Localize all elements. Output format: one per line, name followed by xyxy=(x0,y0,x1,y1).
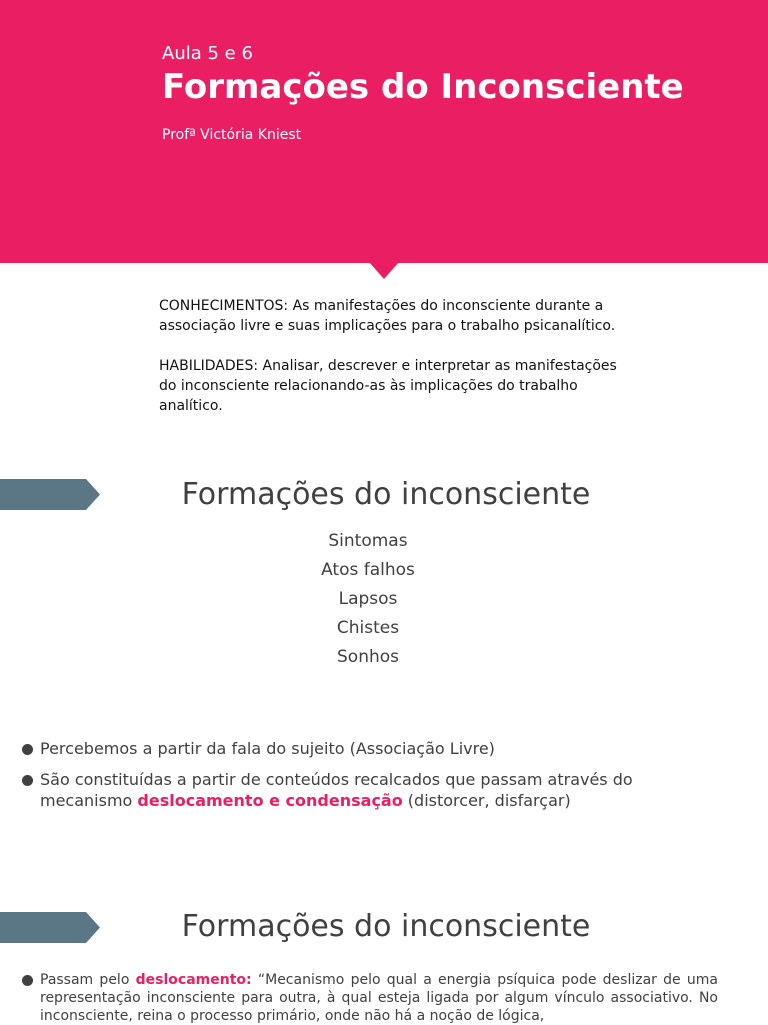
bullet-list xyxy=(20,971,718,1025)
bullet-item xyxy=(20,971,718,1025)
list-item: Sonhos xyxy=(337,647,399,667)
list-item: Lapsos xyxy=(338,589,398,609)
list-item: Chistes xyxy=(336,618,400,638)
lesson-subtitle: Aula 5 e 6 xyxy=(162,43,253,64)
bullet-item xyxy=(20,769,660,811)
list-item: Atos falhos xyxy=(321,560,415,580)
highlight-text: deslocamento: xyxy=(135,972,252,988)
bullet-text: Percebemos a partir da fala do sujeito (Associação Livre) xyxy=(40,739,495,758)
formations-list xyxy=(0,529,736,674)
bullet-dot-icon xyxy=(22,975,33,986)
objectives-block xyxy=(159,296,619,416)
section-title: Formações do inconsciente xyxy=(181,477,591,512)
bullet-text: Passam pelo xyxy=(40,972,136,988)
bullet-dot-icon xyxy=(22,744,33,755)
author-name: Profª Victória Kniest xyxy=(162,127,302,143)
bullet-item xyxy=(20,738,660,759)
bullet-text: (distorcer, disfarçar) xyxy=(402,791,571,810)
skills-text: HABILIDADES: Analisar, descrever e interpretar as manifestações do inconsciente relacionando-as às implicações do trabalho analítico. xyxy=(159,358,617,414)
list-item: Sintomas xyxy=(328,531,408,551)
page-title: Formações do Inconsciente xyxy=(162,67,684,107)
bullet-list xyxy=(20,738,660,821)
header-banner xyxy=(0,0,768,263)
knowledge-text: CONHECIMENTOS: As manifestações do inconsciente durante a associação livre e suas implicações para o trabalho psicanalítico. xyxy=(159,298,616,334)
bullet-text: “Mecanismo pelo qual a energia psíquica pode deslizar de uma representação inconsciente para outra, à qual esteja ligada por algum vínculo associativo. No inconsciente, reina o processo primário, onde não há a noção de lógica, xyxy=(40,972,718,1024)
header-notch xyxy=(369,262,399,279)
section-title: Formações do inconsciente xyxy=(181,909,591,944)
bullet-text: São constituídas a partir de conteúdos recalcados que passam através do mecanismo xyxy=(40,770,633,810)
bullet-dot-icon xyxy=(22,775,33,786)
highlight-text: deslocamento e condensação xyxy=(137,791,403,810)
